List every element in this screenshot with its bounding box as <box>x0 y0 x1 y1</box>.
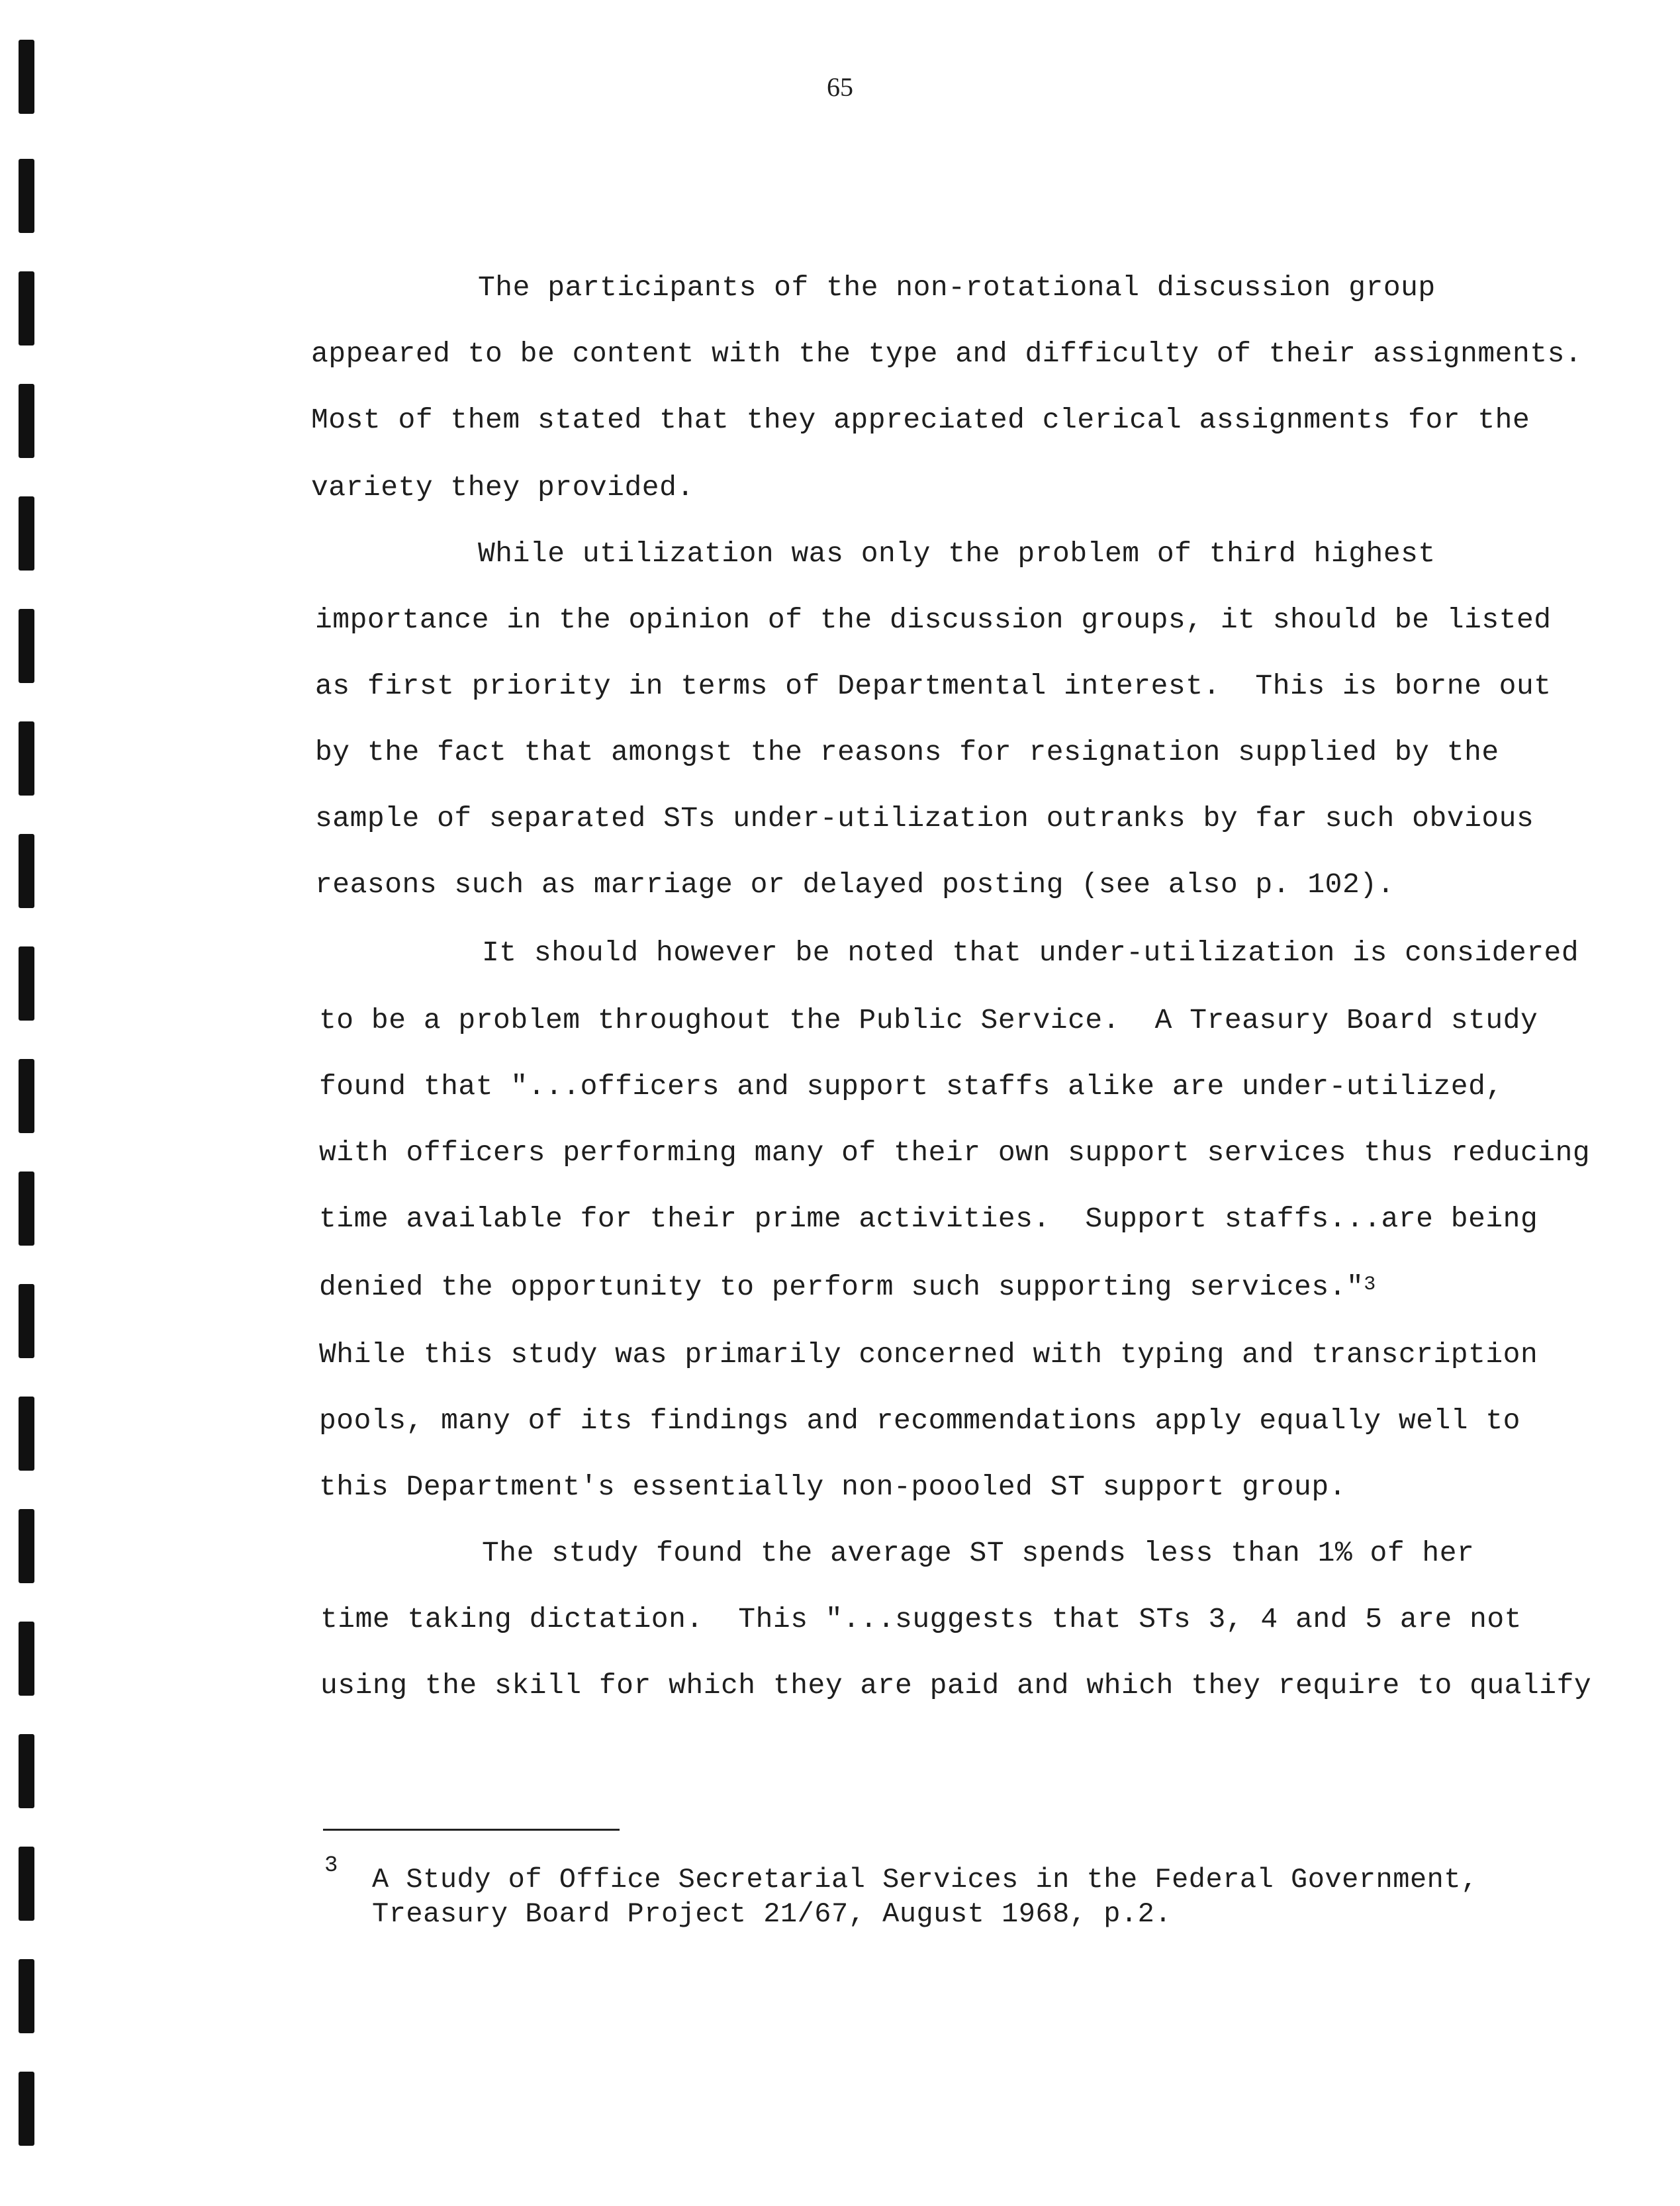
binding-mark <box>19 159 34 233</box>
footnote-reference: 3 <box>1364 1273 1376 1296</box>
footnote-divider <box>323 1829 620 1831</box>
binding-mark <box>19 946 34 1021</box>
binding-mark <box>19 1284 34 1358</box>
binding-mark <box>19 1959 34 2033</box>
binding-mark <box>19 2072 34 2146</box>
text-line: sample of separated STs under-utilization outranks by far such obvious <box>315 802 1534 835</box>
binding-mark <box>19 1059 34 1133</box>
text-line: with officers performing many of their own support services thus reducing <box>319 1136 1591 1169</box>
text-line: time taking dictation. This "...suggests that STs 3, 4 and 5 are not <box>320 1603 1522 1635</box>
binding-mark <box>19 1847 34 1921</box>
text-line: pools, many of its findings and recommendations apply equally well to <box>319 1404 1520 1437</box>
footnote-marker: 3 <box>324 1853 338 1878</box>
footnote-line: A Study of Office Secretarial Services in the Federal Government, <box>372 1864 1478 1896</box>
footnote-line: Treasury Board Project 21/67, August 1968, p.2. <box>372 1898 1172 1930</box>
text-line: time available for their prime activities. Support staffs...are being <box>319 1203 1538 1235</box>
binding-mark <box>19 384 34 458</box>
binding-mark <box>19 271 34 345</box>
text-line <box>319 1271 1376 1307</box>
text-line: It should however be noted that under-utilization is considered <box>482 937 1579 969</box>
binding-mark <box>19 1509 34 1583</box>
text-segment: denied the opportunity to perform such supporting services." <box>319 1271 1364 1303</box>
text-line: as first priority in terms of Departmental interest. This is borne out <box>315 670 1552 702</box>
page-number: 65 <box>827 72 853 102</box>
text-line: While this study was primarily concerned with typing and transcription <box>319 1338 1538 1371</box>
text-line: using the skill for which they are paid and which they require to qualify <box>320 1669 1592 1702</box>
binding-mark <box>19 721 34 796</box>
binding-mark <box>19 1172 34 1246</box>
binding-marks <box>19 40 38 2178</box>
text-line: this Department's essentially non-poooled ST support group. <box>319 1471 1346 1503</box>
text-line: While utilization was only the problem of third highest <box>478 537 1436 570</box>
text-line: appeared to be content with the type and difficulty of their assignments. <box>311 338 1583 370</box>
text-line: reasons such as marriage or delayed posting (see also p. 102). <box>315 868 1395 901</box>
text-line: The participants of the non-rotational discussion group <box>478 271 1436 304</box>
text-line: found that "...officers and support staffs alike are under-utilized, <box>319 1070 1503 1103</box>
text-line: by the fact that amongst the reasons for resignation supplied by the <box>315 736 1499 768</box>
binding-mark <box>19 609 34 683</box>
binding-mark <box>19 1734 34 1808</box>
text-line: variety they provided. <box>311 471 694 504</box>
binding-mark <box>19 1397 34 1471</box>
text-line: to be a problem throughout the Public Service. A Treasury Board study <box>319 1004 1538 1036</box>
binding-mark <box>19 1622 34 1696</box>
text-line: importance in the opinion of the discussion groups, it should be listed <box>315 604 1552 636</box>
binding-mark <box>19 834 34 908</box>
binding-mark <box>19 496 34 571</box>
text-line: Most of them stated that they appreciated clerical assignments for the <box>311 404 1530 436</box>
text-line: The study found the average ST spends less than 1% of her <box>482 1537 1475 1569</box>
